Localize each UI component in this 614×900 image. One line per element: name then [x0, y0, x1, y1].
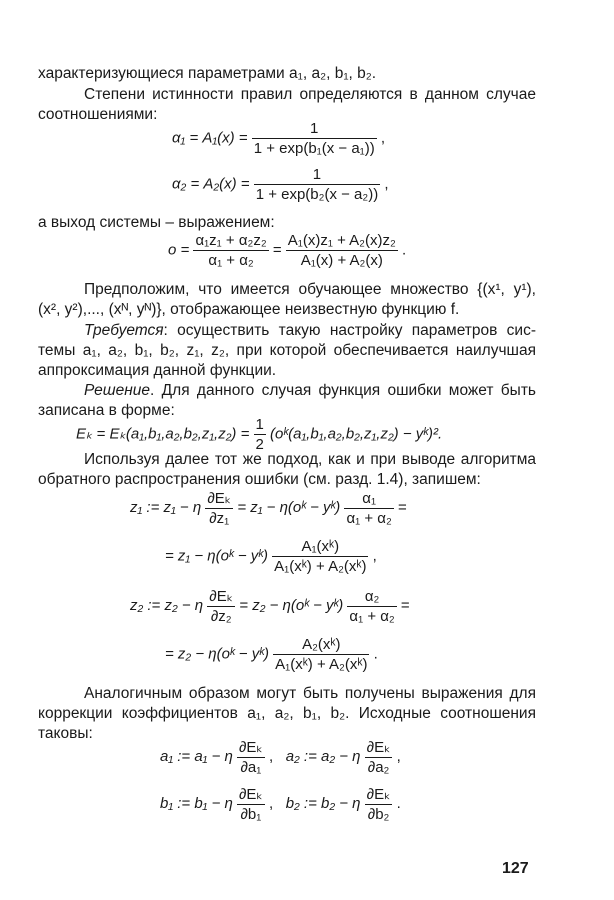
text-line: Аналогичным образом могут быть получены выражения для: [84, 685, 536, 702]
equation-lhs: α₁ = A₁(x) =: [172, 129, 248, 147]
equals-sign: =: [397, 498, 407, 516]
punctuation: .: [373, 645, 378, 663]
denominator: ∂z₁: [209, 510, 230, 527]
fraction: [254, 416, 266, 453]
page-number: 127: [502, 860, 529, 877]
fraction: [365, 785, 393, 823]
punctuation: ,: [269, 747, 274, 765]
text-line: [84, 321, 536, 341]
equation-error: [76, 416, 442, 453]
numerator: ∂Eₖ: [366, 786, 391, 803]
punctuation: ,: [384, 175, 389, 193]
denominator: α₁ + α₂: [349, 607, 395, 625]
denominator: α₁ + α₂: [208, 252, 254, 269]
punctuation: ,: [380, 129, 386, 147]
text-line: характеризующиеся параметрами a₁, a₂, b₁, b₂.: [38, 65, 377, 82]
denominator: A₁(xᵏ) + A₂(xᵏ): [274, 558, 367, 575]
equation-z1-update: [130, 489, 407, 527]
fraction: [272, 538, 368, 575]
equation-lhs: b₁ := b₁ − η: [160, 794, 233, 812]
denominator: A₁(xᵏ) + A₂(xᵏ): [275, 656, 368, 673]
text-line: коррекции коэффициентов a₁, a₂, b₁, b₂. Исходные соотношения: [38, 705, 536, 722]
numerator: ∂Eₖ: [366, 739, 391, 756]
denominator: ∂z₂: [210, 608, 232, 625]
equals-sign: =: [400, 596, 410, 614]
numerator: ∂Eₖ: [209, 588, 234, 605]
text-line: аппроксимация данной функции.: [38, 362, 277, 379]
equation-lhs: Eₖ = Eₖ(a₁,b₁,a₂,b₂,z₁,z₂) =: [76, 425, 250, 443]
italic-lead: Решение: [84, 382, 151, 399]
equation-lhs: z₁ := z₁ − η: [130, 498, 202, 516]
denominator: α₁ + α₂: [346, 509, 392, 527]
text-line: [84, 381, 536, 401]
fraction: [252, 120, 377, 157]
equation-z1-result: [165, 538, 377, 575]
fraction: [344, 490, 393, 527]
punctuation: ,: [396, 747, 401, 765]
fraction: [347, 588, 396, 625]
equation-lhs: a₁ := a₁ − η: [160, 747, 233, 765]
equation-lhs: = z₂ − η(oᵏ − yᵏ): [165, 645, 269, 663]
equation-rhs: (oᵏ(a₁,b₁,a₂,b₂,z₁,z₂) − yᵏ)².: [270, 425, 443, 443]
denominator: ∂a₁: [240, 759, 262, 776]
numerator: ∂Eₖ: [239, 786, 263, 803]
denominator: A₁(x) + A₂(x): [300, 252, 383, 269]
equation-lhs: o =: [168, 241, 190, 259]
numerator: 1: [254, 166, 381, 185]
text-line: темы a₁, a₂, b₁, b₂, z₁, z₂, при которой обеспечивается наилучшая: [38, 342, 536, 359]
denominator: ∂b₂: [367, 806, 390, 823]
equation-alpha1: [172, 120, 385, 157]
denominator: 2: [255, 436, 264, 453]
text-line: Предположим, что имеется обучающее множество {(x¹, y¹),: [84, 281, 536, 298]
numerator: α₁z₁ + α₂z₂: [195, 232, 267, 249]
text-line: обратного распространения ошибки (см. разд. 1.4), запишем:: [38, 471, 481, 488]
numerator: ∂Eₖ: [207, 490, 232, 507]
fraction: [237, 785, 265, 823]
text-line: соотношениями:: [38, 106, 158, 123]
fraction: [365, 738, 393, 776]
text-line: таковы:: [38, 725, 93, 742]
equation-z2-update: [130, 587, 410, 625]
numerator: A₁(x)z₁ + A₂(x)z₂: [287, 232, 396, 249]
equation-a-updates: [160, 738, 401, 776]
equation-b-updates: [160, 785, 401, 823]
fraction: [286, 232, 398, 269]
italic-lead: Требуется: [84, 322, 164, 339]
fraction: [237, 738, 265, 776]
text-line: Степени истинности правил определяются в данном случае: [84, 86, 536, 103]
punctuation: .: [401, 241, 407, 259]
denominator: 1 + exp(b₁(x − a₁)): [253, 140, 375, 157]
text-line: записана в форме:: [38, 402, 175, 419]
fraction: [207, 587, 235, 625]
fraction: [205, 489, 233, 527]
numerator: A₁(xᵏ): [272, 538, 368, 557]
numerator: ∂Eₖ: [239, 739, 263, 756]
text-span: : осуществить такую настройку параметров сис-: [163, 322, 536, 339]
numerator: 1: [252, 120, 377, 139]
text-line: Используя далее тот же подход, как и при выводе алгоритма: [84, 451, 536, 468]
equation-output: [168, 232, 406, 269]
punctuation: .: [396, 794, 401, 812]
equation-lhs: z₂ := z₂ − η: [130, 596, 204, 614]
equation-alpha2: [172, 166, 389, 203]
fraction: [254, 166, 381, 203]
denominator: ∂b₁: [240, 806, 262, 823]
equation-lhs: b₂ := b₂ − η: [285, 794, 361, 812]
fraction: [273, 636, 369, 673]
text-span: . Для данного случая функция ошибки может быть: [150, 382, 536, 399]
equals-sign: =: [272, 241, 282, 259]
punctuation: ,: [372, 547, 377, 565]
numerator: α₂: [347, 588, 396, 607]
numerator: A₂(xᵏ): [273, 636, 369, 655]
equation-lhs: = z₁ − η(oᵏ − yᵏ): [165, 547, 268, 565]
equation-lhs: α₂ = A₂(x) =: [172, 175, 250, 193]
denominator: ∂a₂: [367, 759, 390, 776]
equation-lhs: a₂ := a₂ − η: [285, 747, 361, 765]
text-line: а выход системы – выражением:: [38, 214, 275, 231]
numerator: 1: [255, 416, 264, 433]
equation-z2-result: [165, 636, 378, 673]
punctuation: ,: [269, 794, 274, 812]
fraction: [193, 232, 268, 269]
text-line: (x², y²),..., (xᴺ, yᴺ)}, отображающее неизвестную функцию f.: [38, 301, 460, 318]
numerator: α₁: [344, 490, 393, 509]
denominator: 1 + exp(b₂(x − a₂)): [255, 186, 379, 203]
equation-mid: = z₁ − η(oᵏ − yᵏ): [237, 498, 341, 516]
equation-mid: = z₂ − η(oᵏ − yᵏ): [239, 596, 344, 614]
